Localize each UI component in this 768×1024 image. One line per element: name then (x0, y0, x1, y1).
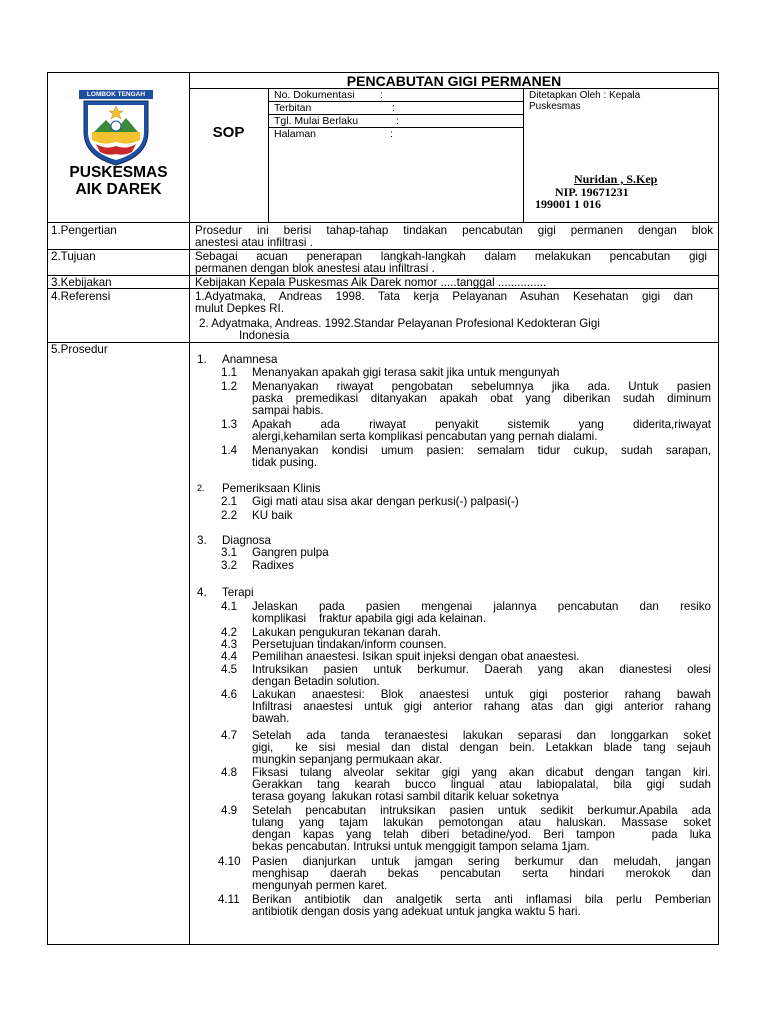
substep-text: Intruksikan pasien untuk berkumur. Daerah yang akan dianestesi olesi (252, 663, 711, 676)
referensi-text: mulut Depkes RI. (195, 302, 284, 315)
substep-text: Menanyakan kondisi umum pasien: semalam tidur cukup, sudah sarapan, (252, 444, 711, 457)
substep-text: Jelaskan pada pasien mengenai jalannya pencabutan dan resiko (252, 600, 711, 613)
substep-number: 3.2 (221, 559, 238, 572)
substep-number: 4.10 (218, 855, 241, 868)
referensi-text: 2. Adyatmaka, Andreas. 1992.Standar Pelayanan Profesional Kedokteran Gigi (199, 317, 600, 330)
sop-label: SOP (212, 124, 245, 141)
substep-text: Persetujuan tindakan/inform counsen. (252, 638, 447, 651)
substep-text: mungkin sepanjang permukaan akar. (252, 753, 443, 766)
signer-nip: 199001 1 016 (535, 197, 601, 211)
substep-text: Lakukan pengukuran tekanan darah. (252, 626, 441, 639)
substep-number: 4.5 (221, 663, 238, 676)
substep-text: komplikasi fraktur apabila gigi ada kelainan. (252, 612, 486, 625)
step-number: 3. (197, 534, 207, 547)
substep-text: Setelah pencabutan intruksikan pasien untuk sedikit berkumur.Apabila ada (252, 804, 711, 817)
substep-number: 2.2 (221, 509, 238, 522)
substep-text: paska premedikasi ditanyakan apakah obat yang diberikan sudah diminum (252, 392, 711, 405)
step-heading: Diagnosa (222, 534, 271, 547)
substep-number: 4.2 (221, 626, 238, 639)
substep-number: 1.2 (221, 380, 238, 393)
substep-text: dengan kapas yang telah diberi betadine/yod. Beri tampon pada luka (252, 828, 711, 841)
substep-number: 4.7 (221, 729, 238, 742)
approval-line: Ditetapkan Oleh : Kepala (529, 90, 641, 101)
substep-text: Pemilihan anaestesi. Isikan spuit injeksi dengan obat anaestesi. (252, 650, 580, 663)
referensi-text: 1.Adyatmaka, Andreas 1998. Tata kerja Pelayanan Asuhan Kesehatan gigi dan (195, 290, 693, 303)
step-number: 4. (197, 586, 207, 599)
doc-field-colon: : (390, 128, 393, 140)
substep-text: Gerakkan tang kearah bucco lingual atau labiopalatal, bila gigi sudah (252, 778, 711, 791)
step-number: 1. (197, 353, 207, 366)
substep-text: Menanyakan riwayat pengobatan sebelumnya jika ada. Untuk pasien (252, 380, 711, 393)
referensi-text: Indonesia (239, 329, 290, 342)
doc-field-label: Halaman (274, 128, 317, 140)
step-heading: Pemeriksaan Klinis (222, 482, 321, 495)
kebijakan-text: Kebijakan Kepala Puskesmas Aik Darek nomor .....tanggal ............... (195, 276, 547, 289)
tujuan-text: permanen dengan blok anestesi atau infiltrasi . (195, 262, 435, 275)
substep-text: Gigi mati atau sisa akar dengan perkusi(-) palpasi(-) (252, 495, 519, 508)
pengertian-text: Prosedur ini berisi tahap-tahap tindakan pencabutan gigi permanen dengan blok (195, 224, 713, 237)
substep-text: mengunyah permen karet. (252, 879, 388, 892)
substep-text: tulang yang tajam lakukan pemotongan atau haluskan. Massase soket (252, 816, 711, 829)
doc-field-colon: : (396, 115, 399, 127)
section-label: 2.Tujuan (51, 250, 96, 263)
org-name-line1: PUSKESMAS (69, 164, 168, 181)
doc-field-label: No. Dokumentasi (274, 89, 355, 101)
substep-text: Apakah ada riwayat penyakit sistemik yang diderita,riwayat (252, 418, 711, 431)
substep-text: Fiksasi tulang alveolar sekitar gigi yang akan dicabut dengan tangan kiri. (252, 766, 711, 779)
signer-nip: NIP. 19671231 (555, 185, 629, 199)
step-number: 2. (197, 483, 205, 493)
substep-text: menghisap daerah bekas pencabutan serta hindari merokok dan (252, 867, 711, 880)
substep-text: Radixes (252, 559, 294, 572)
substep-text: gigi, ke sisi mesial dan distal dengan bein. Letakkan blade tang sejauh (252, 741, 711, 754)
substep-number: 4.3 (221, 638, 238, 651)
substep-number: 3.1 (221, 546, 238, 559)
substep-text: Setelah ada tanda teranaestesi lakukan separasi dan longgarkan soket (252, 729, 711, 742)
doc-field-colon: : (380, 89, 383, 101)
substep-text: terasa goyang lakukan rotasi sambil ditarik keluar soketnya (252, 790, 559, 803)
section-label: 3.Kebijakan (51, 276, 112, 289)
step-heading: Terapi (222, 586, 254, 599)
substep-text: Menanyakan apakah gigi terasa sakit jika untuk mengunyah (252, 366, 560, 379)
substep-text: bekas pencabutan. Intruksi untuk menggigit tampon selama 1jam. (252, 840, 590, 853)
substep-text: Infiltrasi anaestesi untuk gigi anterior rahang atas dan gigi anterior rahang (252, 700, 711, 713)
tujuan-text: Sebagai acuan penerapan langkah-langkah dalam melakukan pencabutan gigi (195, 250, 707, 263)
substep-text: antibiotik dengan dosis yang adekuat untuk jangka waktu 5 hari. (252, 905, 581, 918)
approval-line: Puskesmas (529, 101, 581, 112)
substep-number: 1.4 (221, 444, 238, 457)
page-title: PENCABUTAN GIGI PERMANEN (346, 73, 562, 89)
substep-text: alergi,kehamilan serta komplikasi pencabutan yang pernah dialami. (252, 430, 598, 443)
puskesmas-logo (78, 88, 154, 166)
doc-field-colon: : (392, 102, 395, 114)
section-label: 5.Prosedur (51, 343, 108, 356)
section-label: 1.Pengertian (51, 224, 117, 237)
substep-text: KU baik (252, 509, 293, 522)
substep-number: 1.3 (221, 418, 238, 431)
substep-number: 4.9 (221, 804, 238, 817)
substep-text: Pasien dianjurkan untuk jamgan sering berkumur dan meludah, jangan (252, 855, 711, 868)
substep-text: bawah. (252, 712, 290, 725)
step-heading: Anamnesa (222, 353, 278, 366)
substep-text: Gangren pulpa (252, 546, 329, 559)
doc-field-label: Terbitan (274, 102, 312, 114)
substep-number: 1.1 (221, 366, 238, 379)
doc-field-label: Tgl. Mulai Berlaku (274, 115, 359, 127)
substep-number: 4.1 (221, 600, 238, 613)
substep-text: sampai habis. (252, 404, 324, 417)
pengertian-text: anestesi atau infiltrasi . (195, 236, 313, 249)
substep-number: 2.1 (221, 495, 238, 508)
substep-number: 4.8 (221, 766, 238, 779)
substep-number: 4.4 (221, 650, 238, 663)
substep-number: 4.6 (221, 688, 238, 701)
section-label: 4.Referensi (51, 290, 111, 303)
signer-name: Nuridan , S.Kep (574, 172, 658, 186)
logo-text: LOMBOK TENGAH (86, 91, 146, 98)
substep-text: Berikan antibiotik dan analgetik serta anti inflamasi bila perlu Pemberian (252, 893, 711, 906)
substep-number: 4.11 (218, 893, 240, 906)
org-name-line2: AIK DAREK (75, 181, 162, 198)
substep-text: Lakukan anaestesi: Blok anaestesi untuk gigi posterior rahang bawah (252, 688, 711, 701)
substep-text: tidak pusing. (252, 456, 318, 469)
substep-text: dengan Betadin solution. (252, 675, 380, 688)
